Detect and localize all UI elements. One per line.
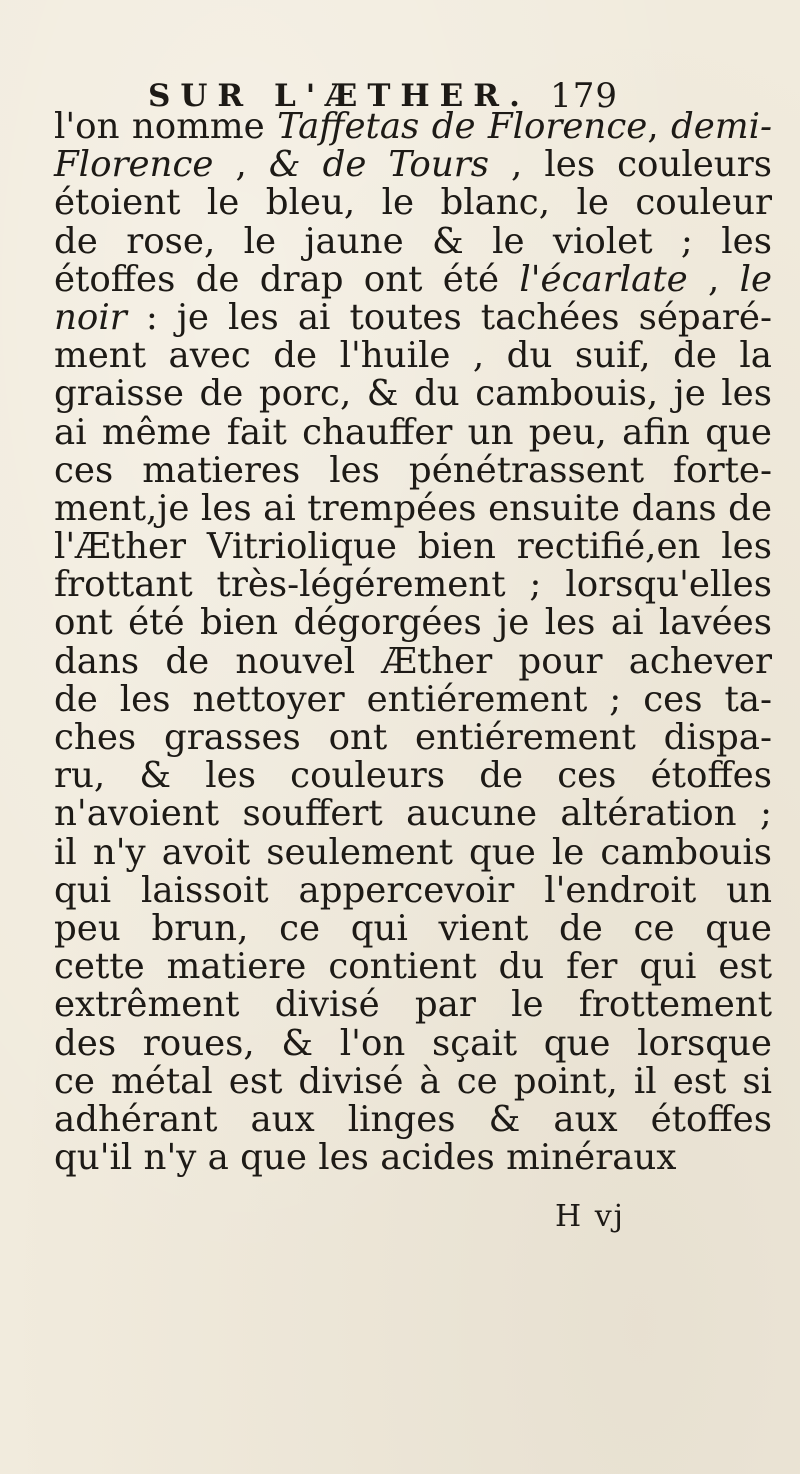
text-line xyxy=(54,1139,772,1177)
text-run: extrêment divisé par le frottement xyxy=(54,984,772,1026)
text-run: ces matieres les pénétrassent forte- xyxy=(54,449,772,491)
italic-text-run: de Tours xyxy=(322,144,489,186)
italic-text-run: le xyxy=(739,258,773,300)
text-run xyxy=(301,144,323,185)
text-run: ce métal est divisé à ce point, il est si xyxy=(54,1060,772,1102)
text-line xyxy=(54,411,772,453)
text-run: ment avec de l'huile , du suif, de la xyxy=(54,335,772,377)
text-run: cette matiere contient du fer qui est xyxy=(54,946,772,988)
text-run: peu brun, ce qui vient de ce que xyxy=(54,907,772,949)
signature-mark: H vj xyxy=(555,1199,625,1234)
text-run: étoient le bleu, le blanc, le couleur xyxy=(54,182,772,224)
text-line xyxy=(54,907,772,949)
text-line xyxy=(54,1022,772,1064)
text-line xyxy=(54,678,772,720)
text-run: , xyxy=(687,258,740,300)
text-line xyxy=(54,449,772,491)
text-run: l'Æther Vitriolique bien rectifié,en les xyxy=(54,526,772,568)
italic-text-run: Florence xyxy=(54,144,214,186)
text-line xyxy=(54,375,772,413)
text-run: ches grasses ont entiérement dispa- xyxy=(54,717,772,758)
text-run: de rose, le jaune & le violet ; les xyxy=(54,220,772,262)
text-line xyxy=(54,640,772,682)
text-line xyxy=(54,1098,772,1140)
text-line xyxy=(54,869,772,911)
text-run: qui laissoit appercevoir l'endroit un xyxy=(54,869,772,911)
text-line xyxy=(54,184,772,222)
text-run: frottant très-légérement ; lorsqu'elles xyxy=(54,564,772,606)
text-line xyxy=(54,757,772,795)
italic-text-run: l'écarlate xyxy=(519,258,688,300)
text-line xyxy=(54,831,772,873)
body-text xyxy=(54,108,772,1177)
text-line xyxy=(54,986,772,1024)
text-run: : je les ai toutes tachées séparé- xyxy=(126,296,772,338)
text-line xyxy=(54,948,772,986)
italic-text-run: & xyxy=(268,144,301,186)
text-run: de les nettoyer entiérement ; ces ta- xyxy=(54,678,772,720)
text-run: étoffes de drap ont été xyxy=(54,258,520,300)
text-line xyxy=(54,258,773,300)
text-run: , xyxy=(647,106,672,147)
text-line xyxy=(54,1060,772,1102)
italic-text-run: Taffetas de Florence xyxy=(277,106,648,147)
italic-text-run: demi- xyxy=(671,106,772,147)
text-line xyxy=(54,337,772,375)
text-run: graisse de porc, & du cambouis, je les xyxy=(54,373,772,415)
text-line xyxy=(54,528,772,566)
text-run: ment,je les ai trempées ensuite dans de xyxy=(54,487,772,529)
text-run: ont été bien dégorgées je les ai lavées xyxy=(54,602,772,644)
text-line xyxy=(54,604,772,642)
text-line xyxy=(54,566,772,604)
text-line xyxy=(54,146,772,184)
text-run: il n'y avoit seulement que le cambouis xyxy=(54,831,772,873)
text-run: qu'il n'y a que les acides minéraux xyxy=(54,1137,677,1179)
text-run: adhérant aux linges & aux étoffes xyxy=(54,1098,772,1140)
text-run: , xyxy=(213,144,269,186)
text-run: ai même fait chauffer un peu, afin que xyxy=(54,411,772,453)
text-run: ru, & les couleurs de ces étoffes xyxy=(54,755,772,797)
text-run: l'on nomme xyxy=(54,106,278,147)
running-head: SUR L'ÆTHER. xyxy=(148,78,530,114)
text-run: des roues, & l'on sçait que lorsque xyxy=(54,1022,772,1064)
text-line xyxy=(54,719,772,757)
text-run: n'avoient souffert aucune altération ; xyxy=(54,793,772,835)
text-line xyxy=(54,296,772,338)
text-line xyxy=(54,487,772,529)
page-number: 179 xyxy=(550,76,618,116)
text-line xyxy=(54,108,772,146)
text-run: dans de nouvel Æther pour achever xyxy=(54,640,772,682)
text-line xyxy=(54,220,772,262)
italic-text-run: noir xyxy=(54,296,127,338)
text-line xyxy=(54,795,772,833)
text-run: , les couleurs xyxy=(489,144,772,186)
